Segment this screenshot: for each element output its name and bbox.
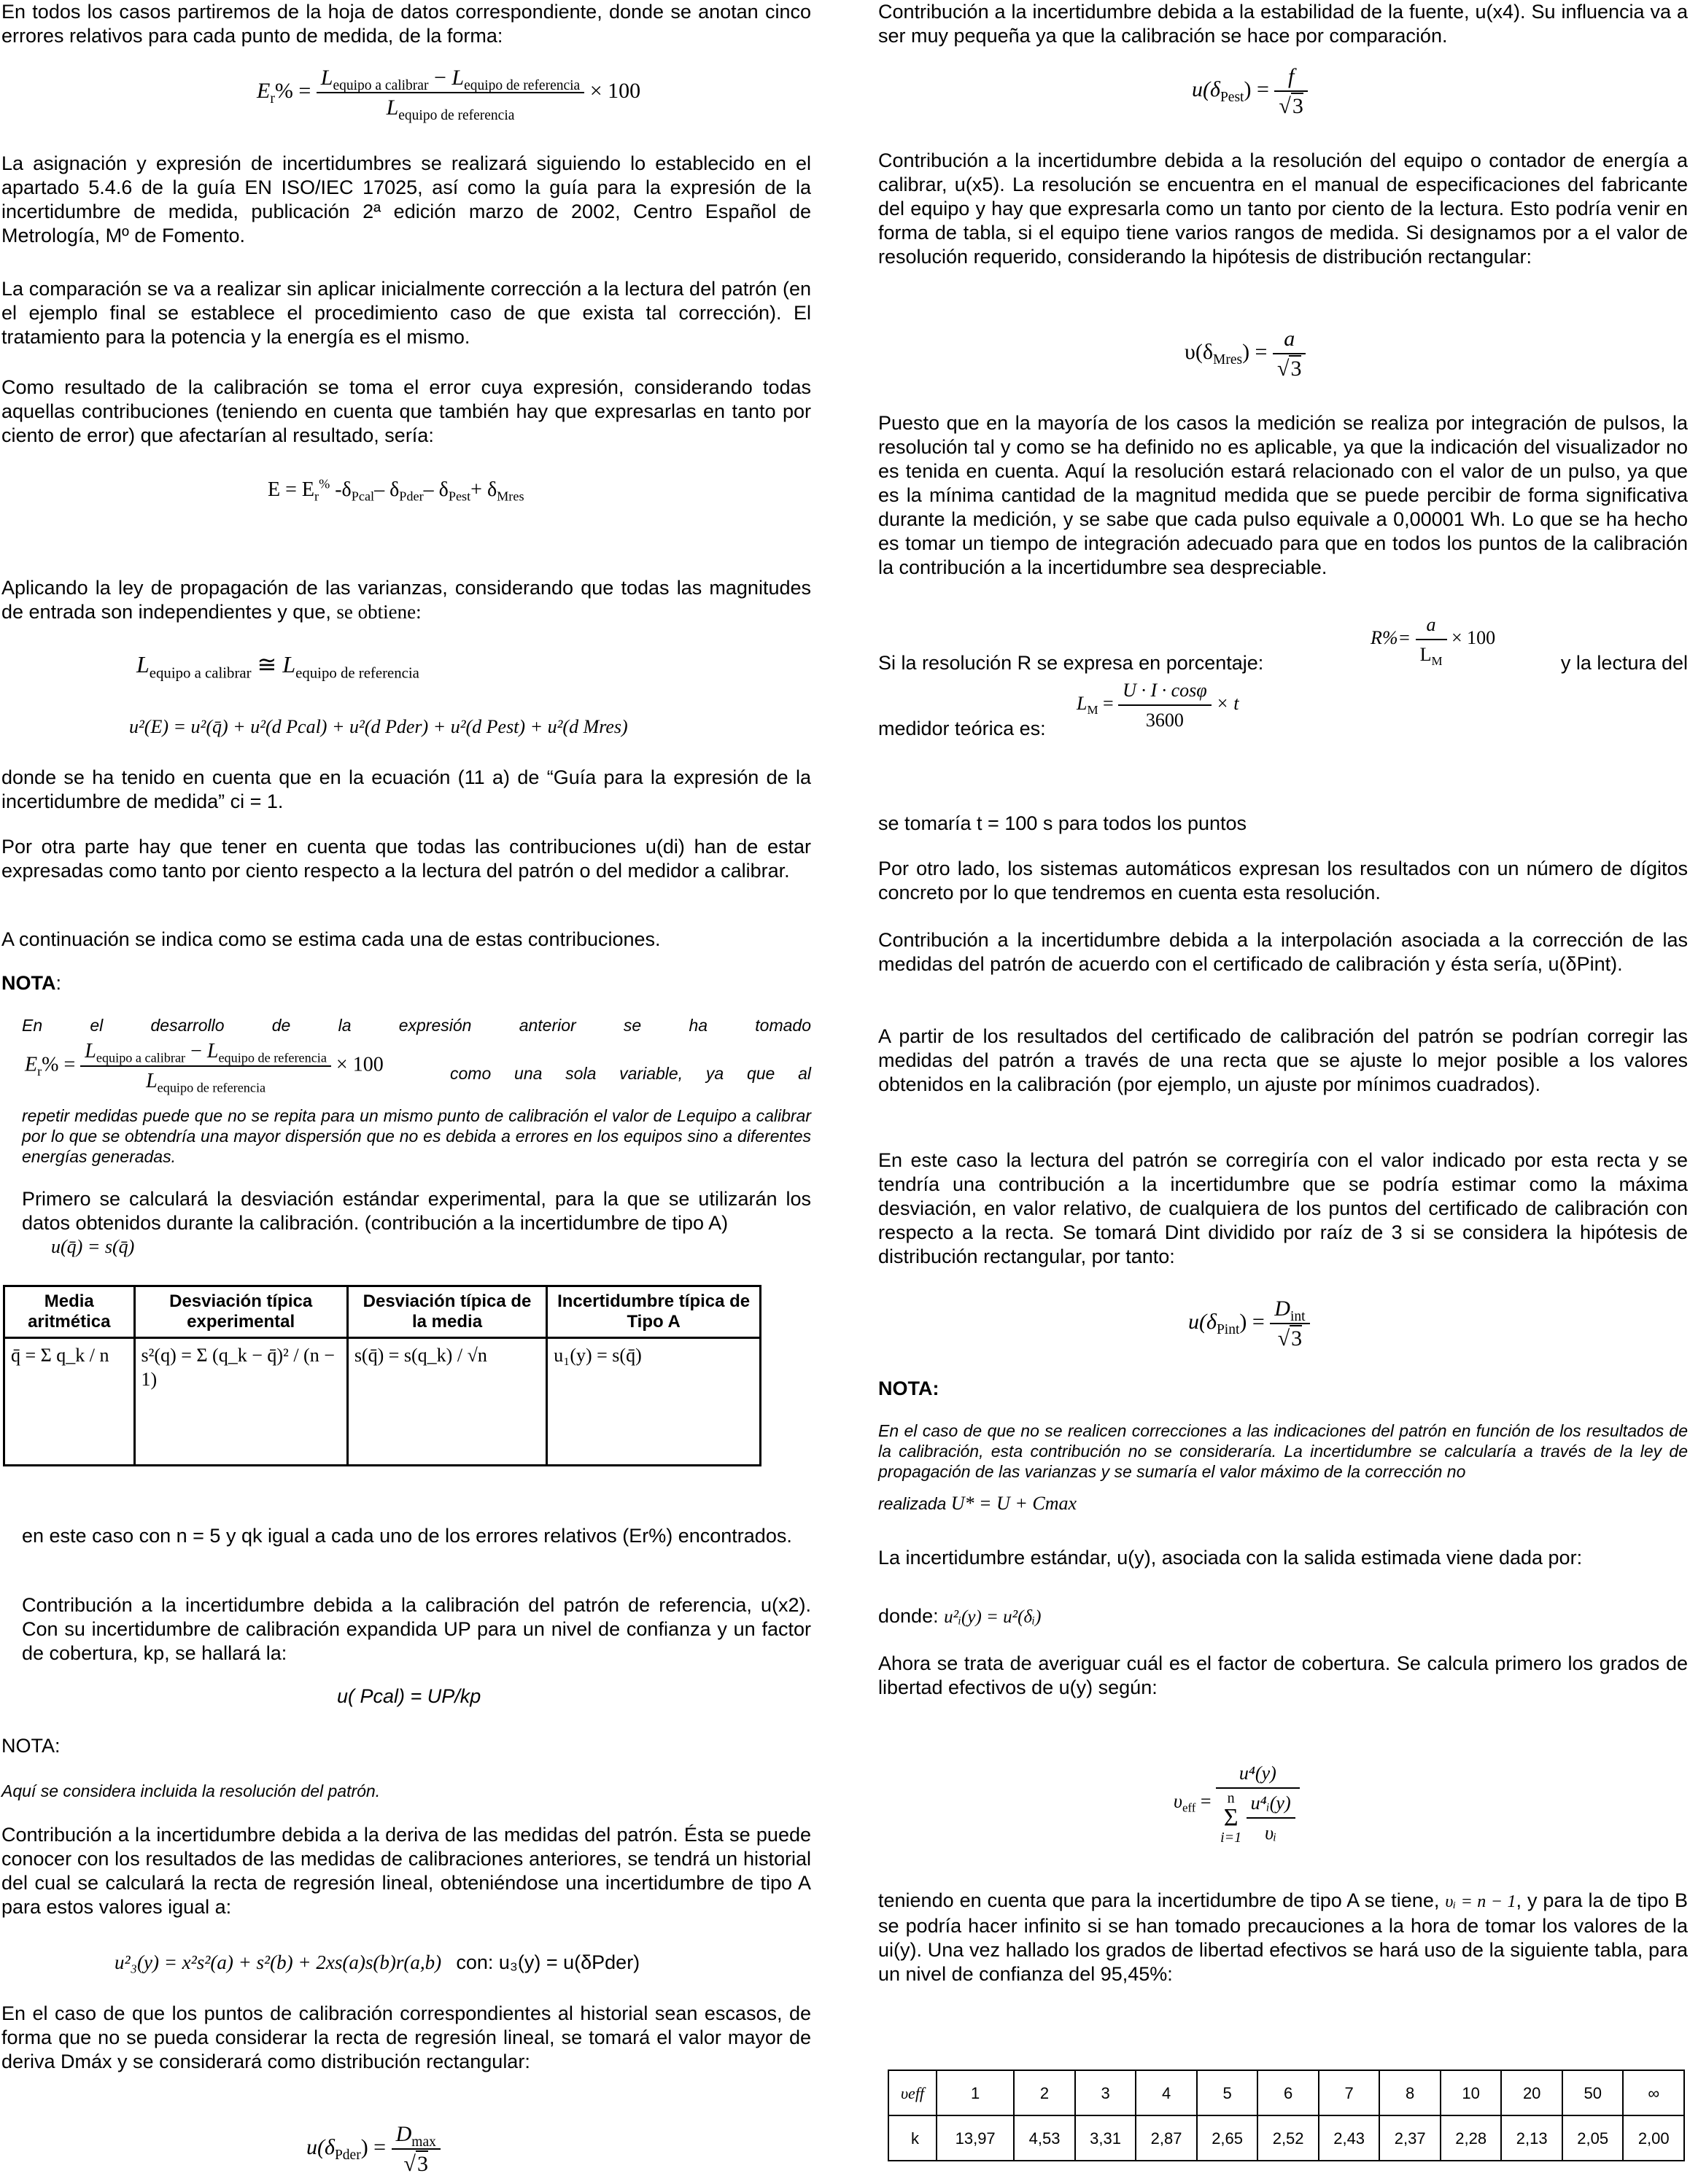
table-row	[4, 1338, 761, 1466]
table-cell: u₁(y) = s(q̄)	[547, 1338, 761, 1466]
paragraph-drift: Contribución a la incertidumbre debida a la deriva de las medidas del patrón. Ésta se puede conocer con los resultados de las medidas de calibraciones anteriores, se tendrá un historial del cual se calculará la recta de regresión lineal, obteniéndose una incertidumbre de tipo A para estos valores igual a:	[1, 1824, 811, 1918]
paragraph-dmax: En el caso de que los puntos de calibración correspondientes al historial sean escasos, de forma que no se pueda considerar la recta de regresión lineal, se tomará el valor mayor de deriva Dmáx y se considerará como distribución rectangular:	[1, 2002, 811, 2072]
table-cell: 2	[1014, 2070, 1075, 2115]
paragraph-contributions: Por otra parte hay que tener en cuenta que todas las contribuciones u(di) han de estar expresadas como tanto por ciento respecto a la lectura del patrón o del medidor a calibrar.	[1, 836, 811, 882]
table-cell: 7	[1319, 2070, 1380, 2115]
equation-lm: $L_M$ = $\frac{U \cdot I \cdot \cos\varphi}{3600}$ × t	[1077, 680, 1239, 731]
coverage-factor-table	[888, 2070, 1685, 2161]
paragraph-donde: donde: u²ᵢ(y) = u²(δᵢ)	[878, 1605, 1042, 1627]
table-cell: 10	[1441, 2070, 1502, 2115]
equation-combined-variance: u²(E) = u²(q̄) + u²(d Pcal) + u²(d Pder) + u²(d Pest) + u²(d Mres)	[129, 716, 628, 737]
table-header: Desviación típica de la media	[347, 1286, 546, 1338]
table-cell: ∞	[1623, 2070, 1684, 2115]
paragraph-interpolation: Contribución a la incertidumbre debida a la interpolación asociada a la corrección de las medidas del patrón de acuerdo con el certificado de calibración y ésta sería, u(δPint).	[878, 929, 1688, 975]
table-cell: 2,28	[1441, 2115, 1502, 2161]
paragraph-source-stability: Contribución a la incertidumbre debida a la estabilidad de la fuente, u(x4). Su influencia va a ser muy pequeña ya que la calibración se hace por comparación.	[878, 1, 1688, 47]
table-row-label: υeff	[888, 2070, 937, 2115]
paragraph-guides: La asignación y expresión de incertidumbres se realizará siguiendo lo establecido en el apartado 5.4.6 de la guía EN ISO/IEC 17025, así como la guía para la expresión de la incertidumbre de medida, publicación 2ª edición marzo de 2002, Centro Español de Metrología, Mº de Fomento.	[1, 152, 811, 246]
note-1-equation: $E_r\%$ = $\frac{L_{equipo a calibrar} - L_{equipo de referencia}}{L_{equipo de referencia}}$ × 100	[25, 1040, 384, 1095]
table-header: Incertidumbre típica de Tipo A	[547, 1286, 761, 1338]
paragraph-n5: en este caso con n = 5 y qk igual a cada uno de los errores relativos (Er%) encontrados.	[22, 1525, 792, 1547]
table-header: Desviación típica experimental	[134, 1286, 347, 1338]
table-cell: 4,53	[1014, 2115, 1075, 2161]
note-1-line2: como una sola variable, ya que al	[450, 1064, 811, 1083]
paragraph-standard-uncertainty: La incertidumbre estándar, u(y), asociada con la salida estimada viene dada por:	[878, 1547, 1583, 1569]
paragraph-coverage: Ahora se trata de averiguar cuál es el factor de cobertura. Se calcula primero los grados de libertad efectivos de u(y) según:	[878, 1652, 1688, 1698]
note-3-text: En el caso de que no se realicen correcciones a las indicaciones del patrón en función de los resultados de la calibración, esta contribución no se consideraría. La incertidumbre se calcularía a través de la ley de propagación de las varianzas y se sumaría el valor máximo de la corrección no	[878, 1421, 1688, 1481]
paragraph-resolution: Contribución a la incertidumbre debida a la resolución del equipo o contador de energía a calibrar, u(x5). La resolución se encuentra en el manual de especificaciones del fabricante del equipo y hay que expresarla como un tanto por ciento de la lectura. Esto podría venir en forma de tabla, si el equipo tiene varios rangos de medida. Si designamos por a el valor de resolución requerido, considerando la hipótesis de distribución rectangular:	[878, 149, 1688, 268]
table-cell: 2,87	[1136, 2115, 1197, 2161]
table-cell: 2,00	[1623, 2115, 1684, 2161]
equation-type-a: u(q̄) = s(q̄)	[51, 1236, 135, 1257]
note-2-title: NOTA:	[1, 1735, 61, 1757]
paragraph-std-dev: Primero se calculará la desviación estándar experimental, para la que se utilizarán los datos obtenidos durante la calibración. (contribución a la incertidumbre de tipo A)	[22, 1188, 811, 1234]
note-2-text: Aquí se considera incluida la resolución del patrón.	[1, 1781, 381, 1800]
equation-ucal: u( Pcal) = UP/kp	[337, 1685, 481, 1707]
table-row	[888, 2070, 1684, 2115]
table-cell: q̄ = Σ q_k / n	[4, 1338, 135, 1466]
table-cell: s²(q) = Σ (q_k − q̄)² / (n − 1)	[134, 1338, 347, 1466]
paragraph-result: Como resultado de la calibración se toma el error cuya expresión, considerando todas aquellas contribuciones (teniendo en cuenta que también hay que expresarlas en tanto por ciento de error) que afectarían al resultado, sería:	[1, 376, 811, 446]
equation-pint: $u(\delta_{Pint})$ = $\frac{D_{int}}{√3}$	[1188, 1297, 1310, 1351]
table-cell: 50	[1562, 2070, 1624, 2115]
paragraph-ci: donde se ha tenido en cuenta que en la ecuación (11 a) de “Guía para la expresión de la incertidumbre de medida” ci = 1.	[1, 766, 811, 812]
table-cell: 3,31	[1075, 2115, 1136, 2161]
paragraph-digits: Por otro lado, los sistemas automáticos expresan los resultados con un número de dígitos concreto por lo que tendremos en cuenta esta resolución.	[878, 858, 1688, 903]
table-row-label: k	[888, 2115, 937, 2161]
table-cell: s(q̄) = s(q_k) / √n	[347, 1338, 546, 1466]
table-cell: 2,05	[1562, 2115, 1624, 2161]
table-cell: 2,13	[1501, 2115, 1562, 2161]
paragraph-dof: teniendo en cuenta que para la incertidumbre de tipo A se tiene, υᵢ = n − 1, y para la de tipo B se podría hacer infinito si se han tomado precauciones a la hora de tomar los valores de la ui(y). Una vez hallado los grados de libertad efectivos se hará uso de la siguiente tabla, para un nivel de confianza del 95,45%:	[878, 1889, 1688, 1985]
table-header-row	[4, 1286, 761, 1338]
table-cell: 13,97	[937, 2115, 1014, 2161]
equation-approx: $L_{equipo a calibrar}$ ≅ $L_{equipo de referencia}$	[136, 651, 419, 682]
equation-veff: $\upsilon_{eff}$ = u⁴(y) n Σ i=1 $\frac{\text{u⁴ᵢ(y)}}{\text{υᵢ}}$	[1174, 1761, 1300, 1845]
table-cell: 3	[1075, 2070, 1136, 2115]
table-cell: 2,52	[1257, 2115, 1319, 2161]
type-a-table	[3, 1285, 761, 1466]
note-3-last: realizada U* = U + Cmax	[878, 1493, 1077, 1514]
table-cell: 20	[1501, 2070, 1562, 2115]
table-cell: 4	[1136, 2070, 1197, 2115]
table-cell: 5	[1197, 2070, 1258, 2115]
paragraph-lm: medidor teórica es:	[878, 718, 1046, 739]
paragraph-dint: En este caso la lectura del patrón se corregiría con el valor indicado por esta recta y se tendría una contribución a la incertidumbre que se podría estimar como la máxima desviación, en valor relativo, de cualquiera de los puntos del certificado de calibración con respecto a la recta. Se tomará Dint dividido por raíz de 3 si se considera la hipótesis de distribución rectangular, por tanto:	[878, 1149, 1688, 1267]
paragraph-t100: se tomaría t = 100 s para todos los puntos	[878, 812, 1247, 834]
paragraph-propagation: Aplicando la ley de propagación de las varianzas, considerando que todas las magnitudes de entrada son independientes y que, se obtiene:	[1, 577, 811, 623]
paragraph-correction: A partir de los resultados del certificado de calibración del patrón se podrían corregir las medidas del patrón a través de una recta que se ajuste lo mejor posible a los valores obtenidos en la calibración (por ejemplo, un ajuste por mínimos cuadrados).	[878, 1025, 1688, 1095]
paragraph-ref-calibration: Contribución a la incertidumbre debida a la calibración del patrón de referencia, u(x2). Con su incertidumbre de calibración expandida UP para un nivel de confianza y un factor de cobertura, kp, se hallará la:	[22, 1594, 811, 1664]
table-row	[888, 2115, 1684, 2161]
paragraph-pulses: Puesto que en la mayoría de los casos la medición se realiza por integración de pulsos, la resolución tal y como se ha definido no es aplicable, ya que la indicación del visualizador no es tenida en cuenta. Aquí la resolución estará relacionado con el valor de un pulso, ya que es la mínima cantidad de la magnitud medida que se puede percibir de forma significativa durante la medición, y se sabe que cada pulso equivale a 0,00001 Wh. Lo que se ha hecho es tomar un tiempo de integración adecuado para que en todos los puntos de la calibración la contribución a la incertidumbre sea despreciable.	[878, 412, 1688, 578]
table-cell: 1	[937, 2070, 1014, 2115]
note-3-title: NOTA:	[878, 1377, 939, 1399]
table-cell: 6	[1257, 2070, 1319, 2115]
equation-mres: $\upsilon(\delta_{Mres})$ = $\frac{a}{√3}$	[1185, 327, 1306, 381]
equation-pest: $u(\delta_{Pest})$ = $\frac{f}{√3}$	[1192, 64, 1308, 118]
table-cell: 2,37	[1379, 2115, 1441, 2161]
table-cell: 2,65	[1197, 2115, 1258, 2161]
note-1-text: repetir medidas puede que no se repita para un mismo punto de calibración el valor de Lequipo a calibrar por lo que se obtendría una mayor dispersión que no es debida a errores en los equipos sino a diferentes energías generadas.	[22, 1106, 811, 1166]
table-cell: 8	[1379, 2070, 1441, 2115]
equation-regression: u²₃(y) = x²s²(a) + s²(b) + 2xs(a)s(b)r(a,b) con: u₃(y) = u(δPder)	[115, 1951, 640, 1973]
paragraph-estimate: A continuación se indica como se estima cada una de estas contribuciones.	[1, 928, 661, 950]
paragraph-intro: En todos los casos partiremos de la hoja de datos correspondiente, donde se anotan cinco errores relativos para cada punto de medida, de la forma:	[1, 1, 811, 47]
equation-pder: $u(\delta_{Pder})$ = $\frac{D_{max}}{√3}$	[306, 2122, 441, 2176]
paragraph-r-percent: Si la resolución R se expresa en porcentaje: y la lectura del	[878, 652, 1688, 674]
table-cell: 2,43	[1319, 2115, 1380, 2161]
note-1-title: NOTA:	[1, 972, 62, 994]
equation-error-sum: $E = E_r^{\%}$ $-\delta_{Pcal}-$ $\delta_{Pder}-$ $\delta_{Pest}+ \delta_{Mres}$	[268, 476, 524, 504]
note-1-line1: En el desarrollo de la expresión anterior se ha tomado	[22, 1016, 811, 1035]
equation-relative-error: $E_r\%$ = $\frac{L_{equipo a calibrar} - L_{equipo de referencia}}{L_{equipo de referencia}}$ × 100	[257, 66, 641, 123]
paragraph-comparison: La comparación se va a realizar sin aplicar inicialmente corrección a la lectura del patrón (en el ejemplo final se establece el procedimiento caso de que exista tal corrección). El tratamiento para la potencia y la energía es el mismo.	[1, 278, 811, 348]
equation-r-percent: R%= $\frac{a}{L_M}$ × 100	[1371, 614, 1496, 669]
table-header: Media aritmética	[4, 1286, 135, 1338]
